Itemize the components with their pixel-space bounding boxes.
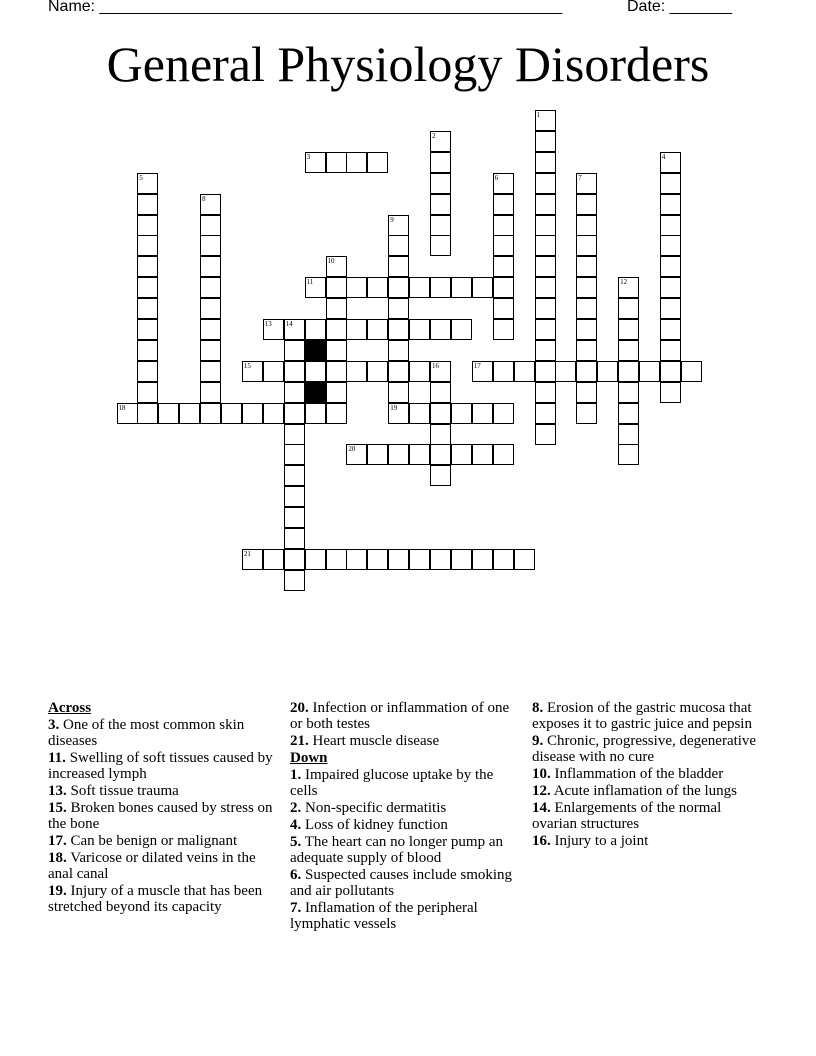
crossword-cell[interactable] <box>305 277 326 298</box>
across-heading: Across <box>48 700 92 716</box>
crossword-cell[interactable] <box>576 256 597 277</box>
crossword-cell[interactable] <box>284 528 305 549</box>
clues-column-1 <box>48 700 276 916</box>
crossword-cell[interactable] <box>346 152 367 173</box>
crossword-cell[interactable] <box>660 319 681 340</box>
crossword-cell[interactable] <box>137 277 158 298</box>
crossword-cell[interactable] <box>618 424 639 445</box>
crossword-cell[interactable] <box>493 235 514 256</box>
crossword-cell[interactable] <box>388 361 409 382</box>
crossword-cell[interactable] <box>660 235 681 256</box>
crossword-cell[interactable] <box>242 361 263 382</box>
crossword-cell[interactable] <box>535 235 556 256</box>
crossword-cell[interactable] <box>284 424 305 445</box>
crossword-cell[interactable] <box>430 173 451 194</box>
crossword-cell[interactable] <box>514 361 535 382</box>
crossword-cell[interactable] <box>451 444 472 465</box>
crossword-cell[interactable] <box>388 298 409 319</box>
clue-number-12: 12 <box>620 278 628 287</box>
crossword-cell[interactable] <box>284 465 305 486</box>
crossword-cell[interactable] <box>472 361 493 382</box>
crossword-cell[interactable] <box>535 256 556 277</box>
crossword-cell[interactable] <box>346 319 367 340</box>
crossword-cell[interactable] <box>576 340 597 361</box>
crossword-cell[interactable] <box>388 444 409 465</box>
across-clue-19: 19. Injury of a muscle that has been stretched beyond its capacity <box>48 883 263 915</box>
crossword-cell[interactable] <box>618 361 639 382</box>
clue-number-4: 4 <box>661 152 666 161</box>
crossword-cell[interactable] <box>200 215 221 236</box>
down-clue-6: 6. Suspected causes include smoking and air pollutants <box>290 867 513 899</box>
down-clue-16: 16. Injury to a joint <box>532 833 649 849</box>
crossword-cell[interactable] <box>660 340 681 361</box>
crossword-cell[interactable] <box>430 549 451 570</box>
clue-number-11: 11 <box>306 278 314 287</box>
down-clue-10: 10. Inflammation of the bladder <box>532 766 724 782</box>
crossword-cell[interactable] <box>137 340 158 361</box>
clue-number-16: 16 <box>432 361 439 370</box>
down-clue-2: 2. Non-specific dermatitis <box>290 800 447 816</box>
crossword-cell[interactable] <box>639 361 660 382</box>
crossword-cell[interactable] <box>576 173 597 194</box>
crossword-cell[interactable] <box>263 319 284 340</box>
crossword-cell[interactable] <box>535 340 556 361</box>
clues-column-3 <box>532 700 768 850</box>
across-clue-21: 21. Heart muscle disease <box>290 733 440 749</box>
crossword-cell[interactable] <box>576 194 597 215</box>
crossword-cell[interactable] <box>535 319 556 340</box>
clue-number-17: 17 <box>473 361 481 370</box>
crossword-cell[interactable] <box>137 194 158 215</box>
clue-number-20: 20 <box>348 445 356 454</box>
crossword-cell[interactable] <box>346 549 367 570</box>
crossword-cell[interactable] <box>305 319 326 340</box>
crossword-cell[interactable] <box>535 152 556 173</box>
crossword-cell[interactable] <box>409 444 430 465</box>
crossword-cell[interactable] <box>430 152 451 173</box>
crossword-cell[interactable] <box>660 194 681 215</box>
crossword-cell[interactable] <box>326 340 347 361</box>
across-clue-3: 3. One of the most common skin diseases <box>48 717 245 749</box>
crossword-cell[interactable] <box>367 277 388 298</box>
crossword-cell[interactable] <box>326 549 347 570</box>
crossword-cell[interactable] <box>242 549 263 570</box>
crossword-cell[interactable] <box>535 298 556 319</box>
crossword-cell[interactable] <box>618 298 639 319</box>
crossword-cell[interactable] <box>451 319 472 340</box>
crossword-cell[interactable] <box>493 173 514 194</box>
crossword-cell[interactable] <box>535 361 556 382</box>
down-clue-5: 5. The heart can no longer pump an adequate supply of blood <box>290 834 503 866</box>
crossword-cell[interactable] <box>263 549 284 570</box>
clue-number-9: 9 <box>390 215 394 224</box>
crossword-cell[interactable] <box>200 361 221 382</box>
crossword-cell[interactable] <box>618 319 639 340</box>
clue-number-15: 15 <box>243 361 251 370</box>
crossword-cell[interactable] <box>555 361 576 382</box>
across-clue-20: 20. Infection or inflammation of one or both testes <box>290 700 510 732</box>
crossword-cell[interactable] <box>367 549 388 570</box>
crossword-cell[interactable] <box>535 173 556 194</box>
crossword-cell[interactable] <box>430 465 451 486</box>
crossword-cell[interactable] <box>284 403 305 424</box>
down-clue-8: 8. Erosion of the gastric mucosa that exposes it to gastric juice and pepsin <box>532 700 752 732</box>
crossword-cell[interactable] <box>681 361 702 382</box>
crossword-cell[interactable] <box>660 298 681 319</box>
crossword-cell[interactable] <box>388 403 409 424</box>
down-clue-9: 9. Chronic, progressive, degenerative disease with no cure <box>532 733 757 765</box>
across-clue-11: 11. Swelling of soft tissues caused by increased lymph <box>48 750 273 782</box>
across-clue-18: 18. Varicose or dilated veins in the anal canal <box>48 850 256 882</box>
crossword-cell[interactable] <box>158 403 179 424</box>
crossword-cell[interactable] <box>472 403 493 424</box>
crossword-cell[interactable] <box>535 215 556 236</box>
crossword-cell[interactable] <box>200 277 221 298</box>
crossword-cell[interactable] <box>493 549 514 570</box>
crossword-cell[interactable] <box>618 403 639 424</box>
crossword-cell[interactable] <box>430 235 451 256</box>
crossword-cell[interactable] <box>576 298 597 319</box>
crossword-cell[interactable] <box>346 277 367 298</box>
crossword-cell[interactable] <box>284 570 305 591</box>
crossword-cell[interactable] <box>137 256 158 277</box>
crossword-cell[interactable] <box>493 319 514 340</box>
crossword-cell[interactable] <box>576 277 597 298</box>
clue-number-19: 19 <box>390 403 398 412</box>
crossword-cell[interactable] <box>472 444 493 465</box>
crossword-cell[interactable] <box>535 110 556 131</box>
crossword-cell[interactable] <box>388 256 409 277</box>
crossword-cell[interactable] <box>200 382 221 403</box>
crossword-cell[interactable] <box>305 549 326 570</box>
across-clue-13: 13. Soft tissue trauma <box>48 783 179 799</box>
crossword-cell[interactable] <box>137 235 158 256</box>
crossword-cell[interactable] <box>388 235 409 256</box>
crossword-cell[interactable] <box>305 403 326 424</box>
crossword-cell[interactable] <box>472 549 493 570</box>
crossword-cell[interactable] <box>430 319 451 340</box>
date-field[interactable]: Date: _______ <box>627 0 732 15</box>
crossword-cell[interactable] <box>200 403 221 424</box>
black-square <box>305 382 326 403</box>
crossword-cell[interactable] <box>430 424 451 445</box>
crossword-cell[interactable] <box>493 361 514 382</box>
black-square <box>305 340 326 361</box>
clue-number-3: 3 <box>306 152 311 161</box>
crossword-cell[interactable] <box>200 340 221 361</box>
crossword-cell[interactable] <box>535 403 556 424</box>
crossword-cell[interactable] <box>284 444 305 465</box>
crossword-cell[interactable] <box>493 277 514 298</box>
crossword-cell[interactable] <box>660 152 681 173</box>
across-clue-15: 15. Broken bones caused by stress on the bone <box>48 800 273 832</box>
down-heading: Down <box>290 750 328 766</box>
crossword-cell[interactable] <box>535 382 556 403</box>
crossword-cell[interactable] <box>263 361 284 382</box>
crossword-cell[interactable] <box>326 403 347 424</box>
crossword-cell[interactable] <box>409 361 430 382</box>
crossword-cell[interactable] <box>493 298 514 319</box>
crossword-cell[interactable] <box>576 382 597 403</box>
crossword-cell[interactable] <box>535 277 556 298</box>
crossword-cell[interactable] <box>367 152 388 173</box>
crossword-cell[interactable] <box>430 361 451 382</box>
crossword-cell[interactable] <box>597 361 618 382</box>
crossword-cell[interactable] <box>367 319 388 340</box>
crossword-cell[interactable] <box>137 173 158 194</box>
crossword-cell[interactable] <box>430 403 451 424</box>
down-clue-12: 12. Acute inflamation of the lungs <box>532 783 737 799</box>
crossword-cell[interactable] <box>326 277 347 298</box>
crossword-cell[interactable] <box>305 152 326 173</box>
crossword-cell[interactable] <box>576 319 597 340</box>
crossword-cell[interactable] <box>576 235 597 256</box>
crossword-cell[interactable] <box>346 361 367 382</box>
crossword-cell[interactable] <box>326 298 347 319</box>
crossword-cell[interactable] <box>200 194 221 215</box>
crossword-cell[interactable] <box>284 361 305 382</box>
crossword-cell[interactable] <box>346 444 367 465</box>
crossword-cell[interactable] <box>117 403 138 424</box>
crossword-cell[interactable] <box>576 403 597 424</box>
crossword-cell[interactable] <box>514 549 535 570</box>
crossword-cell[interactable] <box>200 235 221 256</box>
crossword-cell[interactable] <box>326 319 347 340</box>
clue-number-7: 7 <box>578 173 582 182</box>
name-field[interactable]: Name: ____________________________________________________ <box>48 0 563 15</box>
crossword-cell[interactable] <box>388 215 409 236</box>
crossword-cell[interactable] <box>451 277 472 298</box>
clue-number-6: 6 <box>494 173 499 182</box>
crossword-cell[interactable] <box>326 256 347 277</box>
crossword-cell[interactable] <box>409 549 430 570</box>
crossword-cell[interactable] <box>200 298 221 319</box>
down-clue-14: 14. Enlargements of the normal ovarian structures <box>532 800 722 832</box>
clue-number-18: 18 <box>118 403 126 412</box>
crossword-cell[interactable] <box>388 277 409 298</box>
crossword-cell[interactable] <box>430 444 451 465</box>
crossword-cell[interactable] <box>660 361 681 382</box>
clue-number-14: 14 <box>285 320 293 328</box>
crossword-cell[interactable] <box>451 549 472 570</box>
crossword-cell[interactable] <box>618 277 639 298</box>
crossword-cell[interactable] <box>284 382 305 403</box>
clue-number-8: 8 <box>202 194 206 203</box>
crossword-cell[interactable] <box>326 152 347 173</box>
crossword-cell[interactable] <box>660 256 681 277</box>
crossword-cell[interactable] <box>493 194 514 215</box>
crossword-cell[interactable] <box>388 340 409 361</box>
crossword-cell[interactable] <box>660 173 681 194</box>
clue-number-2: 2 <box>432 131 436 140</box>
crossword-cell[interactable] <box>493 215 514 236</box>
crossword-cell[interactable] <box>535 131 556 152</box>
page-title: General Physiology Disorders <box>106 36 710 92</box>
clue-number-10: 10 <box>327 257 335 266</box>
crossword-cell[interactable] <box>200 256 221 277</box>
crossword-cell[interactable] <box>430 277 451 298</box>
crossword-cell[interactable] <box>137 298 158 319</box>
crossword-cell[interactable] <box>137 215 158 236</box>
crossword-cell[interactable] <box>200 319 221 340</box>
crossword-cell[interactable] <box>576 215 597 236</box>
crossword-cell[interactable] <box>493 444 514 465</box>
down-clue-7: 7. Inflamation of the peripheral lymphatic vessels <box>290 900 478 932</box>
crossword-cell[interactable] <box>137 403 158 424</box>
crossword-cell[interactable] <box>576 361 597 382</box>
clue-number-21: 21 <box>243 549 251 558</box>
crossword-cell[interactable] <box>535 424 556 445</box>
crossword-cell[interactable] <box>388 319 409 340</box>
crossword-cell[interactable] <box>263 403 284 424</box>
crossword-cell[interactable] <box>137 361 158 382</box>
crossword-cell[interactable] <box>618 444 639 465</box>
crossword-cell[interactable] <box>137 319 158 340</box>
crossword-cell[interactable] <box>535 194 556 215</box>
crossword-cell[interactable] <box>284 549 305 570</box>
down-clue-4: 4. Loss of kidney function <box>290 817 448 833</box>
crossword-cell[interactable] <box>284 486 305 507</box>
crossword-cell[interactable] <box>326 361 347 382</box>
crossword-cell[interactable] <box>493 403 514 424</box>
across-clue-17: 17. Can be benign or malignant <box>48 833 238 849</box>
crossword-cell[interactable] <box>242 403 263 424</box>
crossword-cell[interactable] <box>326 382 347 403</box>
crossword-cell[interactable] <box>284 340 305 361</box>
crossword-cell[interactable] <box>430 194 451 215</box>
crossword-cell[interactable] <box>409 403 430 424</box>
crossword-cell[interactable] <box>388 382 409 403</box>
crossword-cell[interactable] <box>409 277 430 298</box>
crossword-cell[interactable] <box>660 277 681 298</box>
crossword-cell[interactable] <box>367 444 388 465</box>
clue-number-1: 1 <box>536 111 540 119</box>
crossword-cell[interactable] <box>618 382 639 403</box>
crossword-cell[interactable] <box>430 382 451 403</box>
crossword-cell[interactable] <box>137 382 158 403</box>
crossword-cell[interactable] <box>493 256 514 277</box>
down-clue-1: 1. Impaired glucose uptake by the cells <box>290 767 494 799</box>
crossword-cell[interactable] <box>451 403 472 424</box>
crossword-cell[interactable] <box>305 361 326 382</box>
crossword-cell[interactable] <box>284 507 305 528</box>
crossword-cell[interactable] <box>179 403 200 424</box>
crossword-cell[interactable] <box>472 277 493 298</box>
crossword-cell[interactable] <box>284 319 305 340</box>
clue-number-5: 5 <box>139 173 143 182</box>
crossword-cell[interactable] <box>367 361 388 382</box>
crossword-cell[interactable] <box>221 403 242 424</box>
crossword-cell[interactable] <box>430 215 451 236</box>
crossword-cell[interactable] <box>660 215 681 236</box>
crossword-cell[interactable] <box>409 319 430 340</box>
crossword-cell[interactable] <box>618 340 639 361</box>
crossword-cell[interactable] <box>430 131 451 152</box>
crossword-cell[interactable] <box>388 549 409 570</box>
clue-number-13: 13 <box>264 320 272 328</box>
crossword-cell[interactable] <box>660 382 681 403</box>
clues-column-2 <box>290 700 518 933</box>
